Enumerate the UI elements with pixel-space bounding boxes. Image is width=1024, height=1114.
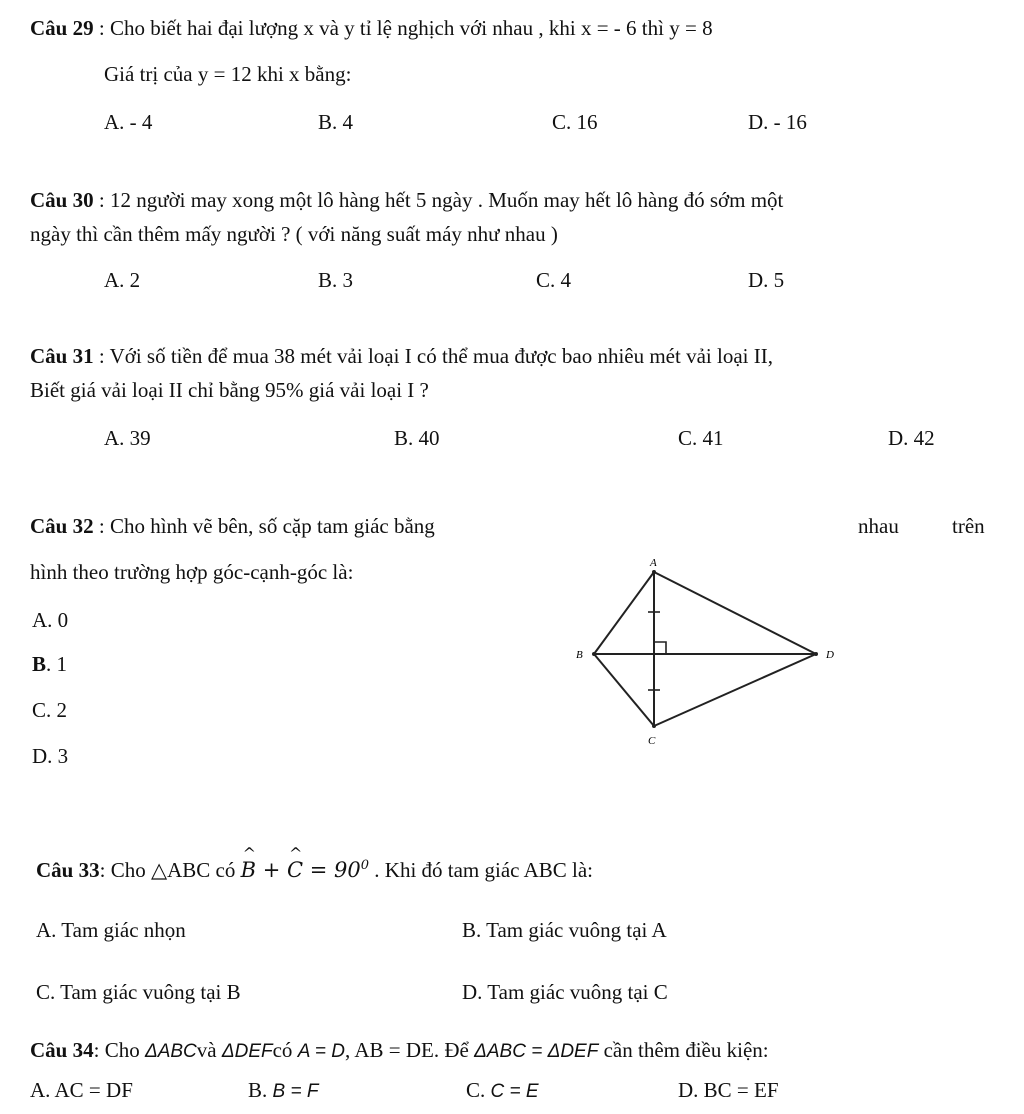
point-b-label: B	[576, 649, 583, 661]
question-33-option-b[interactable]: B. Tam giác vuông tại A	[462, 918, 667, 942]
angle-c: ^ C	[287, 858, 303, 883]
question-34-option-a[interactable]: A. AC = DF	[30, 1078, 133, 1102]
question-34-option-d[interactable]: D. BC = EF	[678, 1078, 779, 1102]
point-c-label: C	[648, 735, 656, 747]
question-33-post: . Khi đó tam giác ABC là:	[369, 858, 594, 882]
question-29-option-a[interactable]: A. - 4	[104, 110, 153, 134]
question-31-option-a[interactable]: A. 39	[104, 426, 151, 450]
question-32-word-tren: trên	[952, 514, 985, 538]
question-30-option-c[interactable]: C. 4	[536, 268, 572, 292]
segment-bc	[594, 654, 654, 726]
question-30-option-b[interactable]: B. 3	[318, 268, 354, 292]
segment-ab	[594, 572, 654, 654]
angle-b: ^ B	[241, 858, 256, 883]
question-30-option-d[interactable]: D. 5	[748, 268, 785, 292]
condition-angle-a-d: A = D	[297, 1041, 346, 1062]
question-30-text: : 12 người may xong một lô hàng hết 5 ngày . Muốn may hết lô hàng đó sớm một	[98, 188, 784, 212]
question-30-option-a[interactable]: A. 2	[104, 268, 141, 292]
question-34-label: Câu 34	[30, 1038, 94, 1062]
question-32-label: Câu 32	[30, 514, 94, 538]
question-34-option-b-letter: B.	[248, 1078, 273, 1102]
triangle-def: ΔDEF	[221, 1041, 273, 1062]
degree-mark: 0	[360, 858, 370, 873]
congruence-statement: ΔABC = ΔDEF	[474, 1041, 599, 1062]
question-29-option-c[interactable]: C. 16	[552, 110, 598, 134]
question-34-va: và	[196, 1038, 222, 1062]
point-a-label: A	[650, 557, 657, 569]
question-31-label: Câu 31	[30, 344, 94, 368]
question-33-label: Câu 33	[36, 858, 100, 882]
question-31-option-c[interactable]: C. 41	[678, 426, 724, 450]
question-29	[30, 16, 713, 41]
question-34-option-b[interactable]	[248, 1078, 318, 1104]
question-34-pre: : Cho	[93, 1038, 145, 1062]
question-32-option-b-letter: B	[32, 652, 47, 676]
question-32-option-b-value: . 1	[46, 652, 68, 676]
question-32-option-c[interactable]: C. 2	[32, 698, 68, 722]
question-32-option-a[interactable]: A. 0	[32, 608, 69, 632]
plus-sign: +	[256, 858, 287, 882]
question-33-triangle: △ABC có	[150, 858, 241, 882]
triangle-abc: ΔABC	[144, 1041, 197, 1062]
question-34	[30, 1038, 769, 1064]
equals-ninety: = 90	[303, 858, 361, 882]
question-29-option-b[interactable]: B. 4	[318, 110, 354, 134]
point-c-dot	[652, 724, 656, 728]
question-31-text: : Với số tiền để mua 38 mét vải loại I có thể mua được bao nhiêu mét vải loại II,	[98, 344, 773, 368]
question-33-option-c[interactable]: C. Tam giác vuông tại B	[36, 980, 241, 1004]
question-34-option-c-value: C = E	[490, 1081, 539, 1102]
question-32-option-b[interactable]	[32, 652, 67, 677]
segment-ad	[654, 572, 816, 654]
question-32-option-d[interactable]: D. 3	[32, 744, 69, 768]
question-32	[30, 514, 435, 539]
question-34-option-c[interactable]	[466, 1078, 539, 1104]
question-32-figure	[570, 556, 860, 756]
question-31-line2: Biết giá vải loại II chỉ bằng 95% giá vải loại I ?	[30, 378, 429, 402]
question-31	[30, 344, 773, 369]
question-34-mid: , AB = DE. Để	[345, 1038, 475, 1062]
question-30-label: Câu 30	[30, 188, 94, 212]
question-29-option-d[interactable]: D. - 16	[748, 110, 807, 134]
question-33-option-a[interactable]: A. Tam giác nhọn	[36, 918, 186, 942]
question-34-option-b-value: B = F	[272, 1081, 319, 1102]
question-32-word-nhau: nhau	[858, 514, 899, 538]
question-31-option-b[interactable]: B. 40	[394, 426, 440, 450]
question-29-label: Câu 29	[30, 16, 94, 40]
question-33	[36, 858, 593, 883]
segment-cd	[654, 654, 816, 726]
point-d-label: D	[826, 649, 834, 661]
question-32-text: : Cho hình vẽ bên, số cặp tam giác bằng	[98, 514, 435, 538]
right-angle-mark	[654, 642, 666, 654]
question-31-option-d[interactable]: D. 42	[888, 426, 935, 450]
question-29-line2: Giá trị của y = 12 khi x bằng:	[104, 62, 352, 86]
question-30-line2: ngày thì cần thêm mấy người ? ( với năng suất máy như nhau )	[30, 222, 558, 246]
question-34-post: cần thêm điều kiện:	[598, 1038, 769, 1062]
question-33-option-d[interactable]: D. Tam giác vuông tại C	[462, 980, 668, 1004]
question-33-pre: : Cho	[99, 858, 151, 882]
question-34-co: có	[272, 1038, 298, 1062]
point-a-dot	[652, 570, 656, 574]
question-30	[30, 188, 783, 213]
question-34-option-c-letter: C.	[466, 1078, 491, 1102]
point-b-dot	[592, 652, 596, 656]
question-32-line2: hình theo trường hợp góc-cạnh-góc là:	[30, 560, 354, 584]
point-d-dot	[814, 652, 818, 656]
question-29-text: : Cho biết hai đại lượng x và y tỉ lệ nghịch với nhau , khi x = - 6 thì y = 8	[98, 16, 713, 40]
